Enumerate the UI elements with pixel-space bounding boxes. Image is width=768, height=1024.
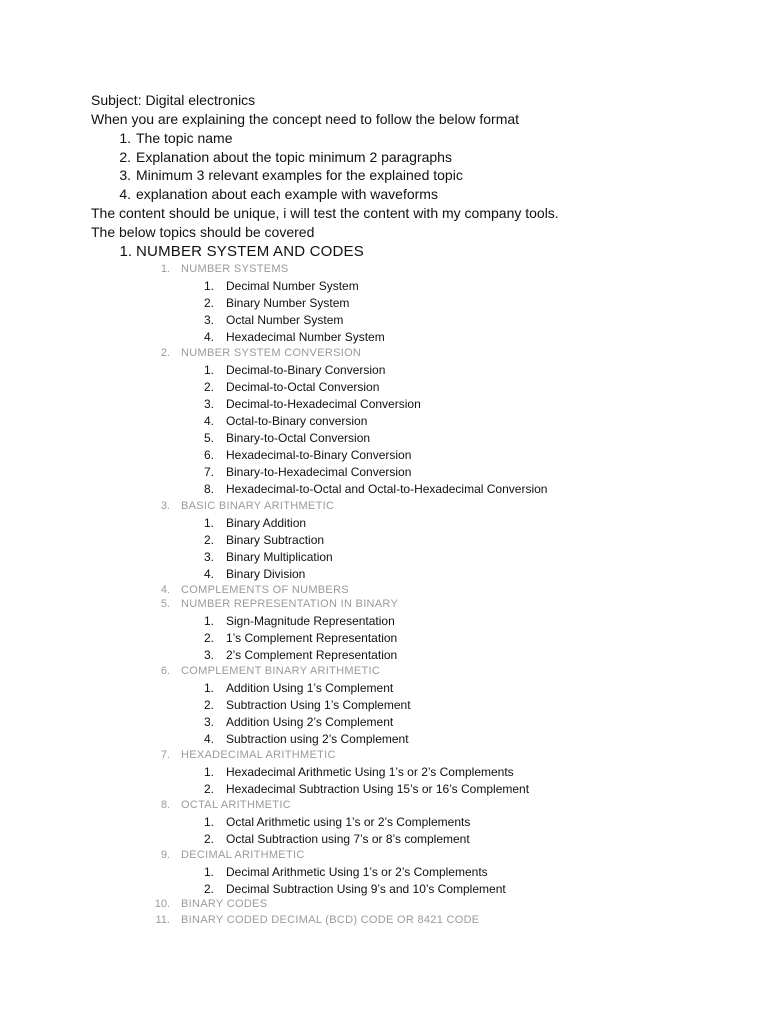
subtopic-item: Sign-Magnitude Representation xyxy=(226,614,395,628)
subtopic-item: Binary-to-Hexadecimal Conversion xyxy=(226,465,412,479)
subtopic-number: 1. xyxy=(203,279,214,293)
section-heading: BINARY CODES xyxy=(181,898,268,910)
subtopic-item: Subtraction Using 1’s Complement xyxy=(226,698,411,712)
subtopic-item: Subtraction using 2’s Complement xyxy=(226,732,409,746)
uniqueness-note: The content should be unique, i will test the content with my company tools. xyxy=(91,205,559,221)
section-heading: NUMBER SYSTEMS xyxy=(181,263,289,275)
topics-intro: The below topics should be covered xyxy=(91,224,315,240)
format-item: Minimum 3 relevant examples for the explained topic xyxy=(136,167,463,183)
subtopic-item: Binary Multiplication xyxy=(226,550,333,564)
subtopic-item: Addition Using 2’s Complement xyxy=(226,715,394,729)
subtopic-number: 1. xyxy=(203,815,214,829)
section-number: 8. xyxy=(160,799,170,811)
subtopic-item: Decimal-to-Binary Conversion xyxy=(226,363,386,377)
format-item-number: 4. xyxy=(119,186,131,202)
subtopic-number: 4. xyxy=(203,414,214,428)
subtopic-number: 1. xyxy=(203,363,214,377)
subtopic-number: 1. xyxy=(203,865,214,879)
subtopic-number: 3. xyxy=(203,715,214,729)
subtopic-number: 2. xyxy=(203,832,214,846)
section-heading: COMPLEMENTS OF NUMBERS xyxy=(181,584,349,596)
section-heading: HEXADECIMAL ARITHMETIC xyxy=(181,749,336,761)
subtopic-item: Binary Addition xyxy=(226,516,307,530)
section-number: 9. xyxy=(160,849,170,861)
subtopic-item: Decimal Subtraction Using 9’s and 10’s Complement xyxy=(226,882,506,896)
subtopic-number: 1. xyxy=(203,614,214,628)
section-number: 7. xyxy=(160,749,170,761)
subtopic-item: Hexadecimal-to-Binary Conversion xyxy=(226,448,412,462)
subtopic-number: 1. xyxy=(203,516,214,530)
section-number: 5. xyxy=(160,598,170,610)
section-number: 10. xyxy=(154,898,170,910)
subtopic-number: 6. xyxy=(203,448,214,462)
subtopic-item: Binary-to-Octal Conversion xyxy=(226,431,371,445)
section-number: 11. xyxy=(155,914,170,926)
subtopic-item: Octal Arithmetic using 1’s or 2’s Complements xyxy=(226,815,471,829)
subtopic-number: 4. xyxy=(203,732,214,746)
format-item: The topic name xyxy=(136,130,233,146)
subtopic-number: 2. xyxy=(203,533,214,547)
subtopic-item: Decimal-to-Hexadecimal Conversion xyxy=(226,397,421,411)
subtopic-number: 2. xyxy=(203,296,214,310)
section-heading: BINARY CODED DECIMAL (BCD) CODE OR 8421 CODE xyxy=(181,914,480,926)
subtopic-item: Binary Subtraction xyxy=(226,533,325,547)
subtopic-item: Decimal Number System xyxy=(226,279,359,293)
subtopic-number: 7. xyxy=(203,465,214,479)
subtopic-item: Hexadecimal Number System xyxy=(226,330,385,344)
subtopic-number: 4. xyxy=(203,330,214,344)
section-heading: COMPLEMENT BINARY ARITHMETIC xyxy=(181,665,381,677)
subtopic-item: Octal-to-Binary conversion xyxy=(226,414,368,428)
instruction-line: When you are explaining the concept need to follow the below format xyxy=(91,111,520,127)
section-number: 3. xyxy=(160,500,170,512)
subtopic-number: 2. xyxy=(203,782,214,796)
subtopic-item: Decimal-to-Octal Conversion xyxy=(226,380,380,394)
section-heading: DECIMAL ARITHMETIC xyxy=(181,849,305,861)
subtopic-item: Hexadecimal Subtraction Using 15’s or 16’s Complement xyxy=(226,782,530,796)
subtopic-number: 5. xyxy=(203,431,214,445)
format-item-number: 2. xyxy=(119,149,131,165)
subtopic-item: Addition Using 1’s Complement xyxy=(226,681,394,695)
subtopic-item: Octal Number System xyxy=(226,313,344,327)
subtopic-number: 8. xyxy=(203,482,214,496)
section-heading: NUMBER SYSTEM CONVERSION xyxy=(181,347,362,359)
subtopic-item: Hexadecimal Arithmetic Using 1’s or 2’s Complements xyxy=(226,765,514,779)
section-number: 1. xyxy=(160,263,170,275)
section-number: 2. xyxy=(160,347,170,359)
section-heading: OCTAL ARITHMETIC xyxy=(181,799,291,811)
format-item-number: 1. xyxy=(119,130,131,146)
section-number: 4. xyxy=(160,584,170,596)
subtopic-number: 2. xyxy=(203,698,214,712)
subtopic-number: 1. xyxy=(203,765,214,779)
main-topic-number: 1. xyxy=(119,243,132,260)
subtopic-item: Binary Division xyxy=(226,567,306,581)
subtopic-item: Decimal Arithmetic Using 1’s or 2’s Complements xyxy=(226,865,488,879)
main-topic-heading: NUMBER SYSTEM AND CODES xyxy=(136,243,364,260)
subtopic-item: 2’s Complement Representation xyxy=(226,648,398,662)
subtopic-item: Binary Number System xyxy=(226,296,350,310)
subtopic-item: Octal Subtraction using 7’s or 8’s complement xyxy=(226,832,470,846)
subtopic-number: 1. xyxy=(203,681,214,695)
subtopic-number: 4. xyxy=(203,567,214,581)
section-number: 6. xyxy=(160,665,170,677)
subtopic-number: 2. xyxy=(203,631,214,645)
subtopic-number: 2. xyxy=(203,882,214,896)
subject-line: Subject: Digital electronics xyxy=(91,92,256,108)
format-item-number: 3. xyxy=(119,167,131,183)
format-item: explanation about each example with waveforms xyxy=(136,186,438,202)
subtopic-number: 3. xyxy=(203,313,214,327)
subtopic-item: 1’s Complement Representation xyxy=(226,631,398,645)
format-item: Explanation about the topic minimum 2 paragraphs xyxy=(136,149,452,165)
subtopic-number: 2. xyxy=(203,380,214,394)
section-heading: NUMBER REPRESENTATION IN BINARY xyxy=(181,598,399,610)
subtopic-number: 3. xyxy=(203,550,214,564)
subtopic-item: Hexadecimal-to-Octal and Octal-to-Hexadecimal Conversion xyxy=(226,482,548,496)
subtopic-number: 3. xyxy=(203,648,214,662)
subtopic-number: 3. xyxy=(203,397,214,411)
section-heading: BASIC BINARY ARITHMETIC xyxy=(181,500,335,512)
